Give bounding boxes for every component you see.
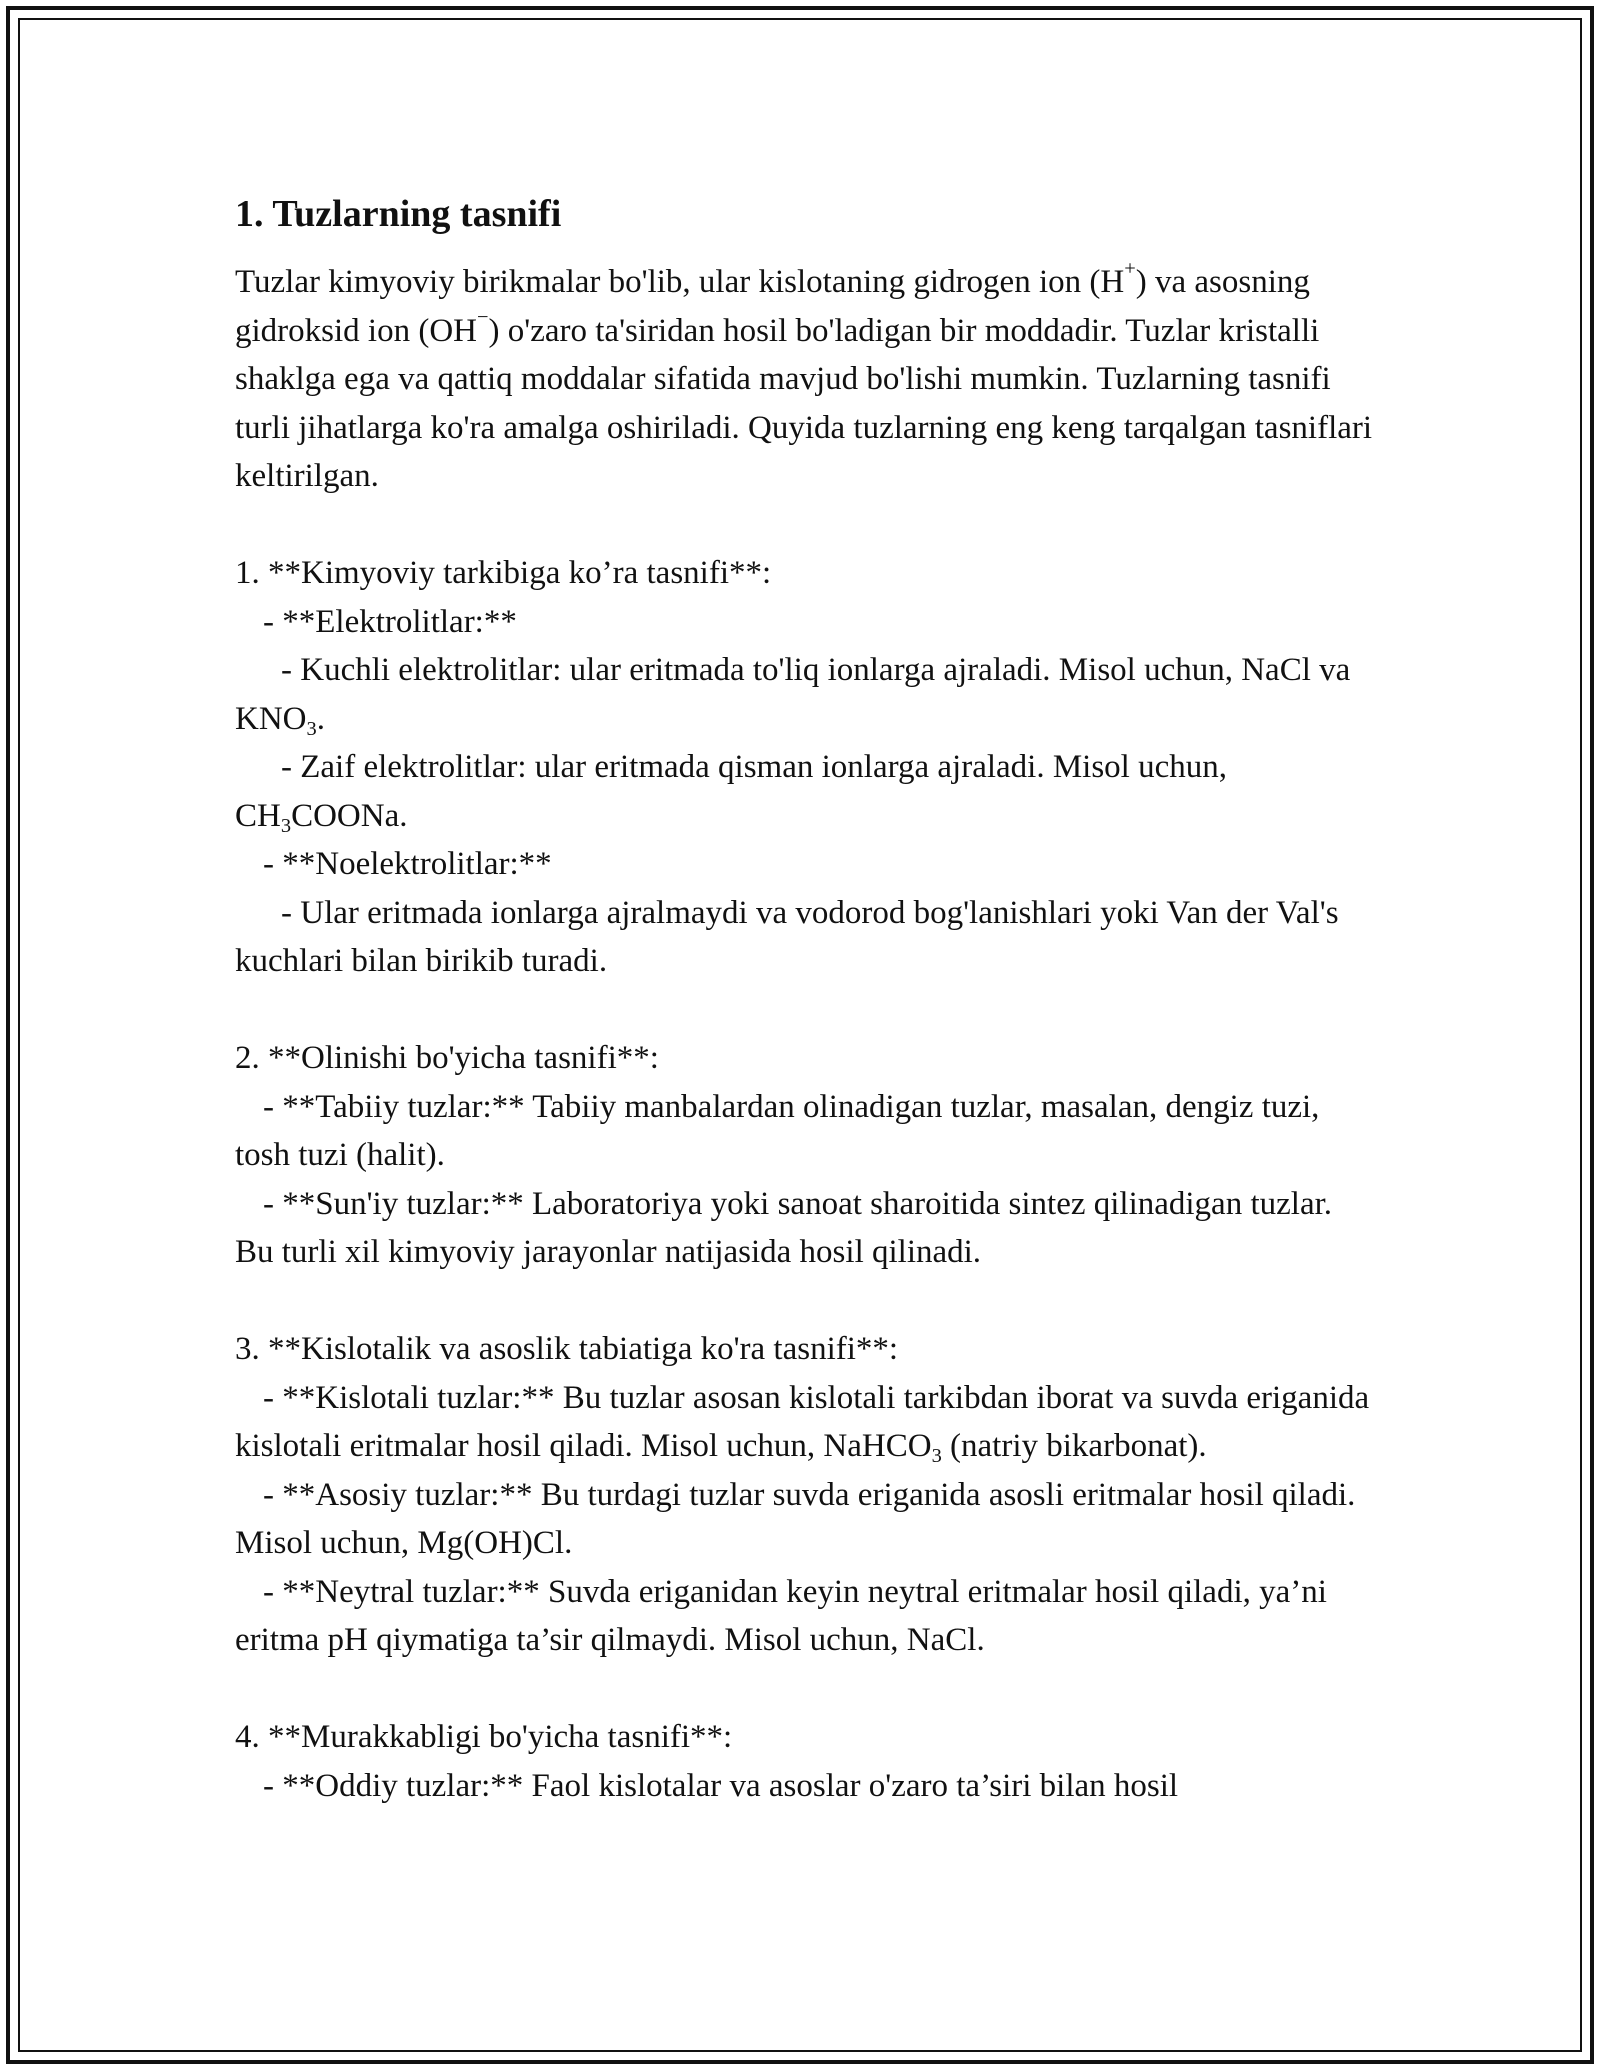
spacer <box>235 1277 1375 1326</box>
list-subitem <box>235 1568 1375 1665</box>
list-subitem <box>235 1180 1375 1277</box>
weak-electrolytes-text: - Zaif elektrolitlar: ular eritmada qisman ionlarga ajraladi. Misol uchun, CH <box>235 749 1227 834</box>
intro-text-1: Tuzlar kimyoviy birikmalar bo'lib, ular kislotaning gidrogen ion (H <box>235 264 1125 300</box>
punctuation: . <box>316 700 325 737</box>
strong-electrolytes-text: - Kuchli elektrolitlar: ular eritmada to'liq ionlarga ajraladi. Misol uchun, NaCl va KNO <box>235 652 1351 737</box>
list-item-title: 1. **Kimyoviy tarkibiga ko’ra tasnifi**: <box>235 555 772 591</box>
list-subitem <box>235 1471 1375 1568</box>
list-subitem <box>235 1762 1375 1811</box>
artificial-salts-text: - **Sun'iy tuzlar:** Laboratoriya yoki sanoat sharoitida sintez qilinadigan tuzlar. Bu turli xil kimyoviy jarayonlar natijasida hosil qilinadi. <box>235 1185 1333 1270</box>
list-detail <box>235 743 1375 840</box>
list-item-title: 4. **Murakkabligi bo'yicha tasnifi**: <box>235 1719 733 1755</box>
simple-salts-text: - **Oddiy tuzlar:** Faol kislotalar va asoslar o'zaro ta’siri bilan hosil <box>263 1767 1179 1804</box>
list-subitem: - **Elektrolitlar:** <box>263 603 517 640</box>
spacer <box>235 1665 1375 1714</box>
list-item-title: 3. **Kislotalik va asoslik tabiatiga ko'ra tasnifi**: <box>235 1331 899 1367</box>
acidic-salts-text: - **Kislotali tuzlar:** Bu tuzlar asosan kislotali tarkibdan iborat va suvda eriganida kislotali eritmalar hosil qiladi. Misol uchun, NaHCO <box>235 1379 1370 1464</box>
basic-salts-text: - **Asosiy tuzlar:** Bu turdagi tuzlar suvda eriganida asosli eritmalar hosil qiladi. Misol uchun, Mg(OH)Cl. <box>235 1476 1356 1561</box>
formula-end: COONa. <box>291 797 408 834</box>
list-subitem: - **Noelektrolitlar:** <box>263 846 552 882</box>
list-subitem <box>235 1374 1375 1471</box>
subscript: 3 <box>931 1445 942 1468</box>
section-heading: 1. Tuzlarning tasnifi <box>235 193 562 235</box>
spacer <box>235 501 1375 550</box>
document-body <box>235 188 1375 1810</box>
nonelectrolytes-text: - Ular eritmada ionlarga ajralmaydi va vodorod bog'lanishlari yoki Van der Val's kuchlari bilan birikib turadi. <box>235 894 1339 979</box>
subscript: 3 <box>280 814 292 837</box>
spacer <box>235 986 1375 1035</box>
natural-salts-text: - **Tabiiy tuzlar:** Tabiiy manbalardan olinadigan tuzlar, masalan, dengiz tuzi, tosh tuzi (halit). <box>235 1088 1320 1173</box>
list-detail <box>235 889 1375 986</box>
list-detail <box>235 646 1375 743</box>
list-item-title: 2. **Olinishi bo'yicha tasnifi**: <box>235 1040 659 1076</box>
list-subitem <box>235 1083 1375 1180</box>
superscript-minus: − <box>477 306 489 329</box>
intro-paragraph <box>235 258 1375 501</box>
neutral-salts-text: - **Neytral tuzlar:** Suvda eriganidan keyin neytral eritmalar hosil qiladi, ya’ni eritma pH qiymatiga ta’sir qilmaydi. Misol uchun, NaCl. <box>235 1573 1327 1658</box>
intro-text-2: ) va asosning gidroksid ion (OH <box>235 264 1310 349</box>
acidic-salts-text-end: (natriy bikarbonat). <box>941 1428 1207 1464</box>
subscript: 3 <box>306 717 317 740</box>
intro-text-3: ) o'zaro ta'siridan hosil bo'ladigan bir moddadir. Tuzlar kristalli shaklga ega va qattiq moddalar sifatida mavjud bo'lishi mumkin. Tuzlarning tasnifi turli jihatlarga ko'ra amalga oshiriladi. Quyida tuzlarning eng keng tarqalgan tasniflari keltirilgan. <box>235 312 1373 494</box>
superscript-plus: + <box>1124 257 1136 280</box>
